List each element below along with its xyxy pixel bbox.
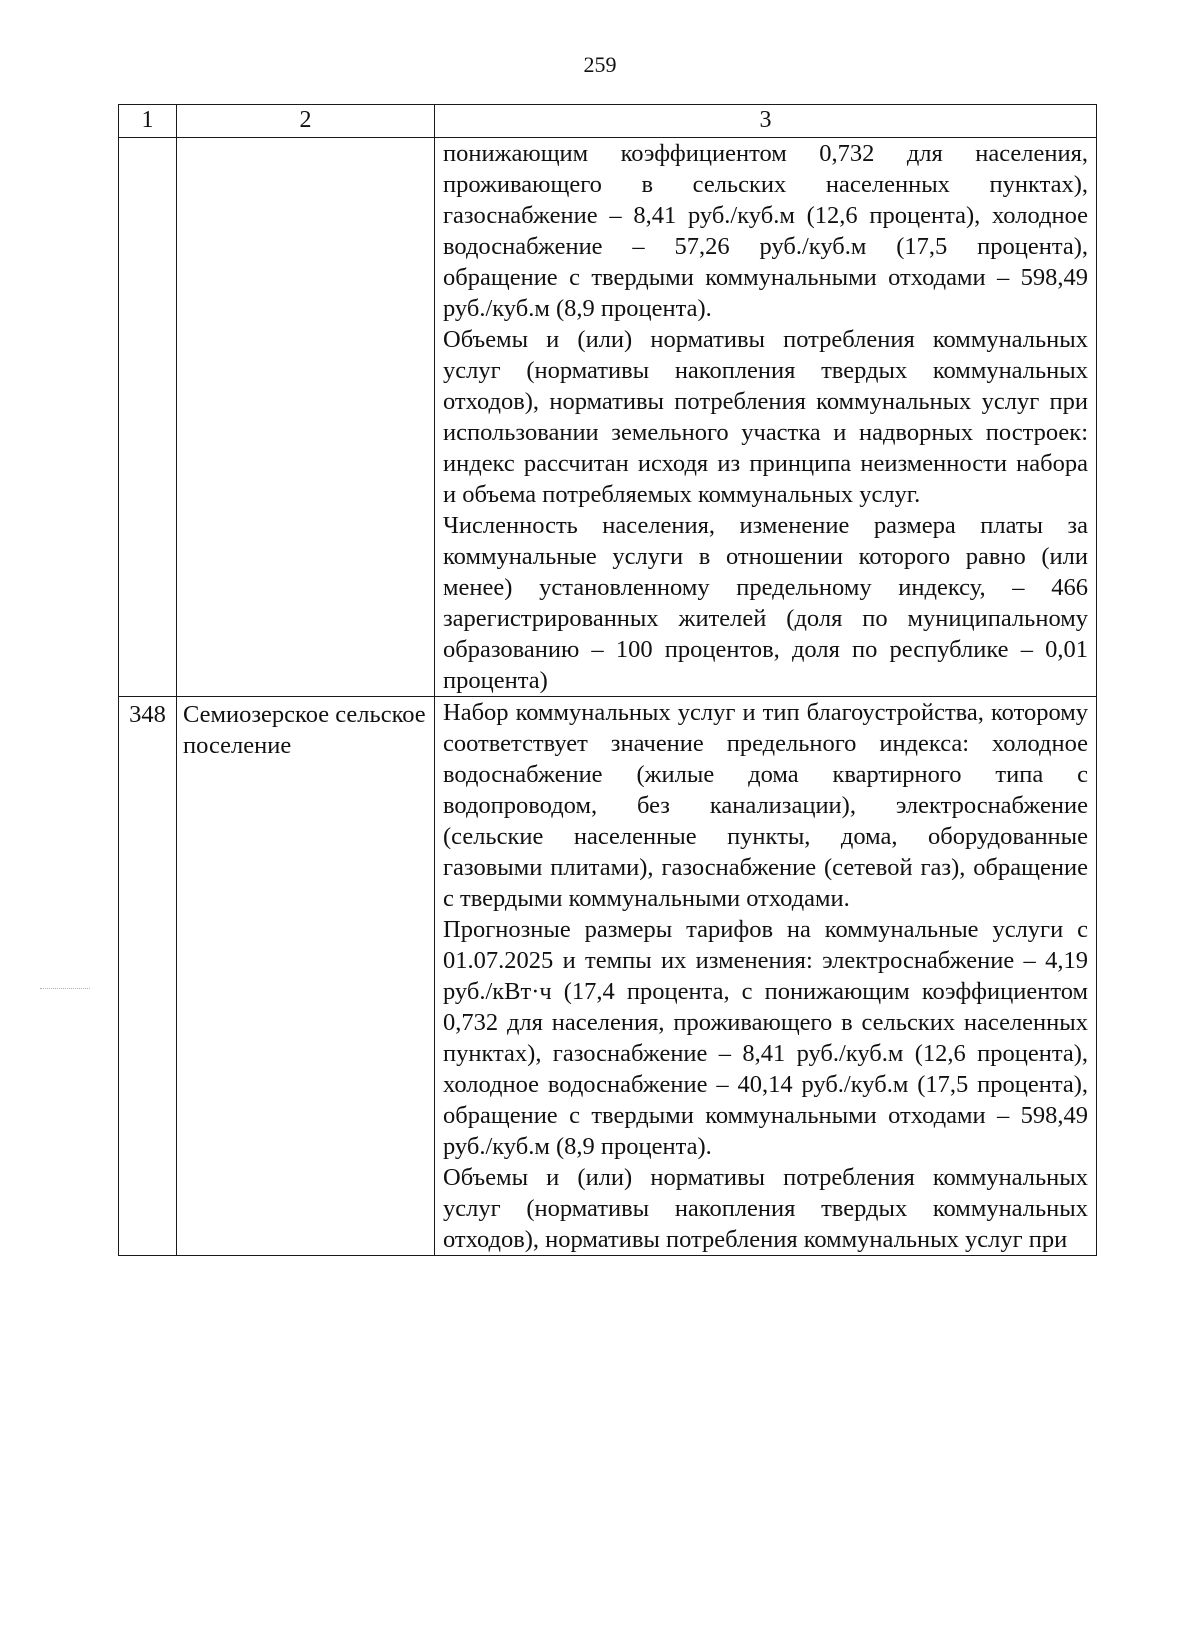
scan-artifact-line xyxy=(40,988,90,989)
table-row-continuation xyxy=(119,138,1097,697)
paragraph-utility-set: Набор коммунальных услуг и тип благоустройства, которому соответствует значение предельного индекса: холодное водоснабжение (жилые дома квартирного типа с водопроводом, без канализации), электроснабжение (сельские населенные пункты, дома, оборудованные газовыми плитами), газоснабжение (сетевой газ), обращение с твердыми коммунальными отходами. xyxy=(443,699,1088,912)
row-number-cell: 348 xyxy=(119,697,177,1256)
description-cell xyxy=(435,697,1097,1256)
row-number-cell xyxy=(119,138,177,697)
paragraph-tariffs-continued: понижающим коэффициентом 0,732 для населения, проживающего в сельских населенных пунктах), газоснабжение – 8,41 руб./куб.м (12,6 процента), холодное водоснабжение – 57,26 руб./куб.м (17,5 процента), обращение с твердыми коммунальными отходами – 598,49 руб./куб.м (8,9 процента). xyxy=(443,140,1088,322)
header-col-1: 1 xyxy=(119,105,177,138)
paragraph-population: Численность населения, изменение размера платы за коммунальные услуги в отношении которого равно (или менее) установленному предельному индексу, – 466 зарегистрированных жителей (доля по муниципальному образованию – 100 процентов, доля по республике – 0,01 процента) xyxy=(443,512,1088,694)
tariff-table xyxy=(118,104,1097,1256)
page-number: 259 xyxy=(583,52,617,77)
table-header-row xyxy=(119,105,1097,138)
paragraph-consumption-volumes: Объемы и (или) нормативы потребления коммунальных услуг (нормативы накопления твердых коммунальных отходов), нормативы потребления коммунальных услуг при использовании земельного участка и надворных построек: индекс рассчитан исходя из принципа неизменности набора и объема потребляемых коммунальных услуг. xyxy=(443,326,1088,508)
paragraph-consumption-volumes: Объемы и (или) нормативы потребления коммунальных услуг (нормативы накопления твердых коммунальных отходов), нормативы потребления коммунальных услуг при xyxy=(443,1164,1088,1253)
table-row-348 xyxy=(119,697,1097,1256)
settlement-name-cell: Семиозерское сельское поселение xyxy=(177,697,435,1256)
header-col-2: 2 xyxy=(177,105,435,138)
header-col-3: 3 xyxy=(435,105,1097,138)
description-cell xyxy=(435,138,1097,697)
settlement-name-cell xyxy=(177,138,435,697)
paragraph-forecast-tariffs: Прогнозные размеры тарифов на коммунальные услуги с 01.07.2025 и темпы их изменения: электроснабжение – 4,19 руб./кВт·ч (17,4 процента, с понижающим коэффициентом 0,732 для населения, проживающего в сельских населенных пунктах), газоснабжение – 8,41 руб./куб.м (12,6 процента), холодное водоснабжение – 40,14 руб./куб.м (17,5 процента), обращение с твердыми коммунальными отходами – 598,49 руб./куб.м (8,9 процента). xyxy=(443,916,1088,1160)
